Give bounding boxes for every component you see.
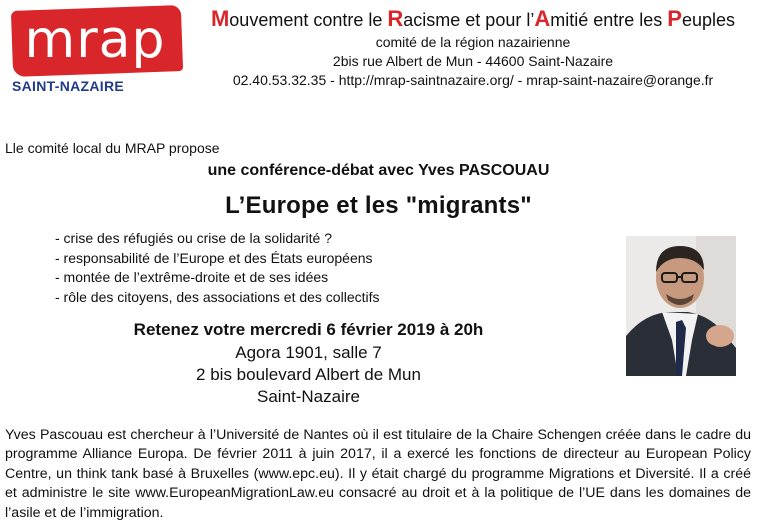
name-initial-a: A	[534, 6, 551, 31]
organization-name	[190, 6, 756, 33]
logo-text: mrap	[24, 10, 166, 70]
name-part: euples	[681, 10, 736, 30]
venue-city: Saint-Nazaire	[257, 387, 360, 406]
logo-city: SAINT-NAZAIRE	[12, 78, 125, 94]
mrap-logo	[6, 6, 184, 92]
contact-line: 02.40.53.32.35 - http://mrap-saintnazaire.org/ - mrap-saint-nazaire@orange.fr	[232, 72, 714, 88]
organization-header	[190, 6, 756, 90]
committee-line: comité de la région nazairienne	[375, 34, 571, 50]
venue-street: 2 bis boulevard Albert de Mun	[196, 365, 421, 384]
speaker-bio: Yves Pascouau est chercheur à l’Université de Nantes où il est titulaire de la Chaire Schengen créée dans le cadre du programme Alliance Europa. De février 2011 à juin 2017, il a exercé les fonctions de directeur au European Policy Centre, un think tank basé à Bruxelles (www.epc.eu). Il y était chargé du programme Migrations et Diversité. Il a créé et administre le site www.EuropeanMigrationLaw.eu consacré au droit et à la politique de l’UE dans les domaines de l’asile et de l’immigration.	[5, 427, 751, 521]
name-initial-m: M	[210, 6, 230, 31]
speaker-photo	[626, 236, 736, 376]
topic-item: - rôle des citoyens, des associations et des collectifs	[55, 288, 380, 305]
name-part: ouvement contre le	[229, 10, 388, 30]
name-part: acisme et pour l’	[403, 10, 535, 30]
name-part: mitié entre les	[550, 10, 668, 30]
venue-name: Agora 1901, salle 7	[235, 343, 382, 362]
event-date: Retenez votre mercredi 6 février 2019 à 20h	[133, 320, 484, 339]
name-initial-p: P	[667, 6, 682, 31]
conference-heading: une conférence-débat avec Yves PASCOUAU	[207, 162, 550, 179]
topic-item: - crise des réfugiés ou crise de la solidarité ?	[55, 230, 333, 246]
address-line: 2bis rue Albert de Mun - 44600 Saint-Nazaire	[332, 53, 614, 69]
event-venue	[0, 342, 617, 408]
topic-item: - montée de l’extrême-droite et de ses idées	[55, 269, 329, 285]
topic-list	[55, 229, 380, 307]
name-initial-r: R	[387, 6, 404, 31]
topic-item: - responsabilité de l’Europe et des États européens	[55, 249, 373, 266]
event-title: L’Europe et les "migrants"	[225, 192, 532, 219]
intro-text: Lle comité local du MRAP propose	[5, 140, 220, 156]
